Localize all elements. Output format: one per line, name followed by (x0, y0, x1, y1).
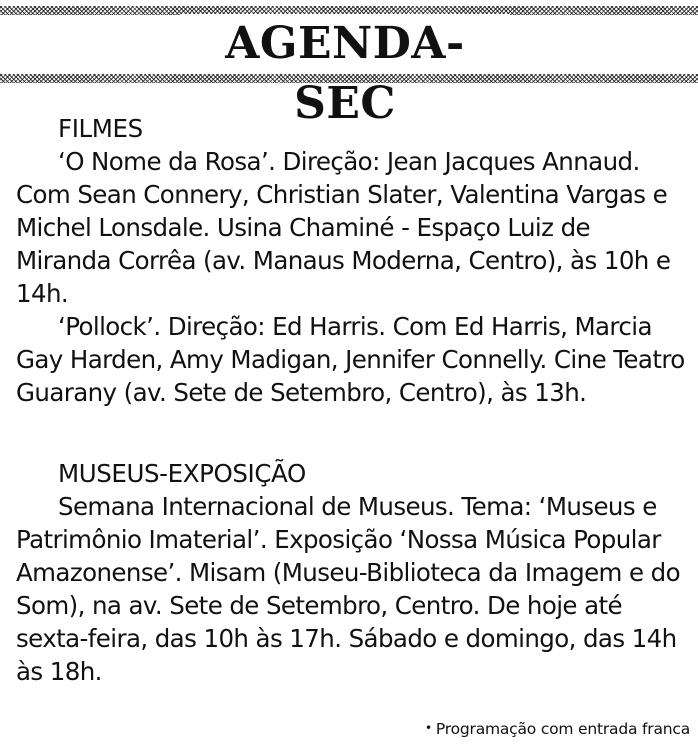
section-spacer (16, 409, 686, 457)
bullet-icon: • (425, 721, 432, 735)
footnote (425, 717, 690, 740)
section-heading-filmes: FILMES (58, 114, 143, 143)
section-heading-museus: MUSEUS-EXPOSIÇÃO (58, 459, 306, 488)
page-title: AGENDA-SEC (180, 14, 510, 74)
footnote-text: Programação com entrada franca (435, 720, 690, 738)
film-listing-pollock: ‘Pollock’. Direção: Ed Harris. Com Ed Harris, Marcia Gay Harden, Amy Madigan, Jennifer Connelly. Cine Teatro Guarany (av. Sete de Setembro, Centro), às 13h. (16, 312, 685, 407)
exhibition-listing: Semana Internacional de Museus. Tema: ‘Museus e Patrimônio Imaterial’. Exposição ‘Nossa Música Popular Amazonense’. Misam (Museu-Biblioteca da Imagem e do Som), na av. Sete de Setembro, Centro. De hoje até sexta-feira, das 10h às 17h. Sábado e domingo, das 14h às 18h. (16, 492, 681, 686)
agenda-content (16, 112, 686, 688)
film-listing-o-nome-da-rosa: ‘O Nome da Rosa’. Direção: Jean Jacques Annaud. Com Sean Connery, Christian Slater, Valentina Vargas e Michel Lonsdale. Usina Chaminé - Espaço Luiz de Miranda Corrêa (av. Manaus Moderna, Centro), às 10h e 14h. (16, 147, 671, 308)
